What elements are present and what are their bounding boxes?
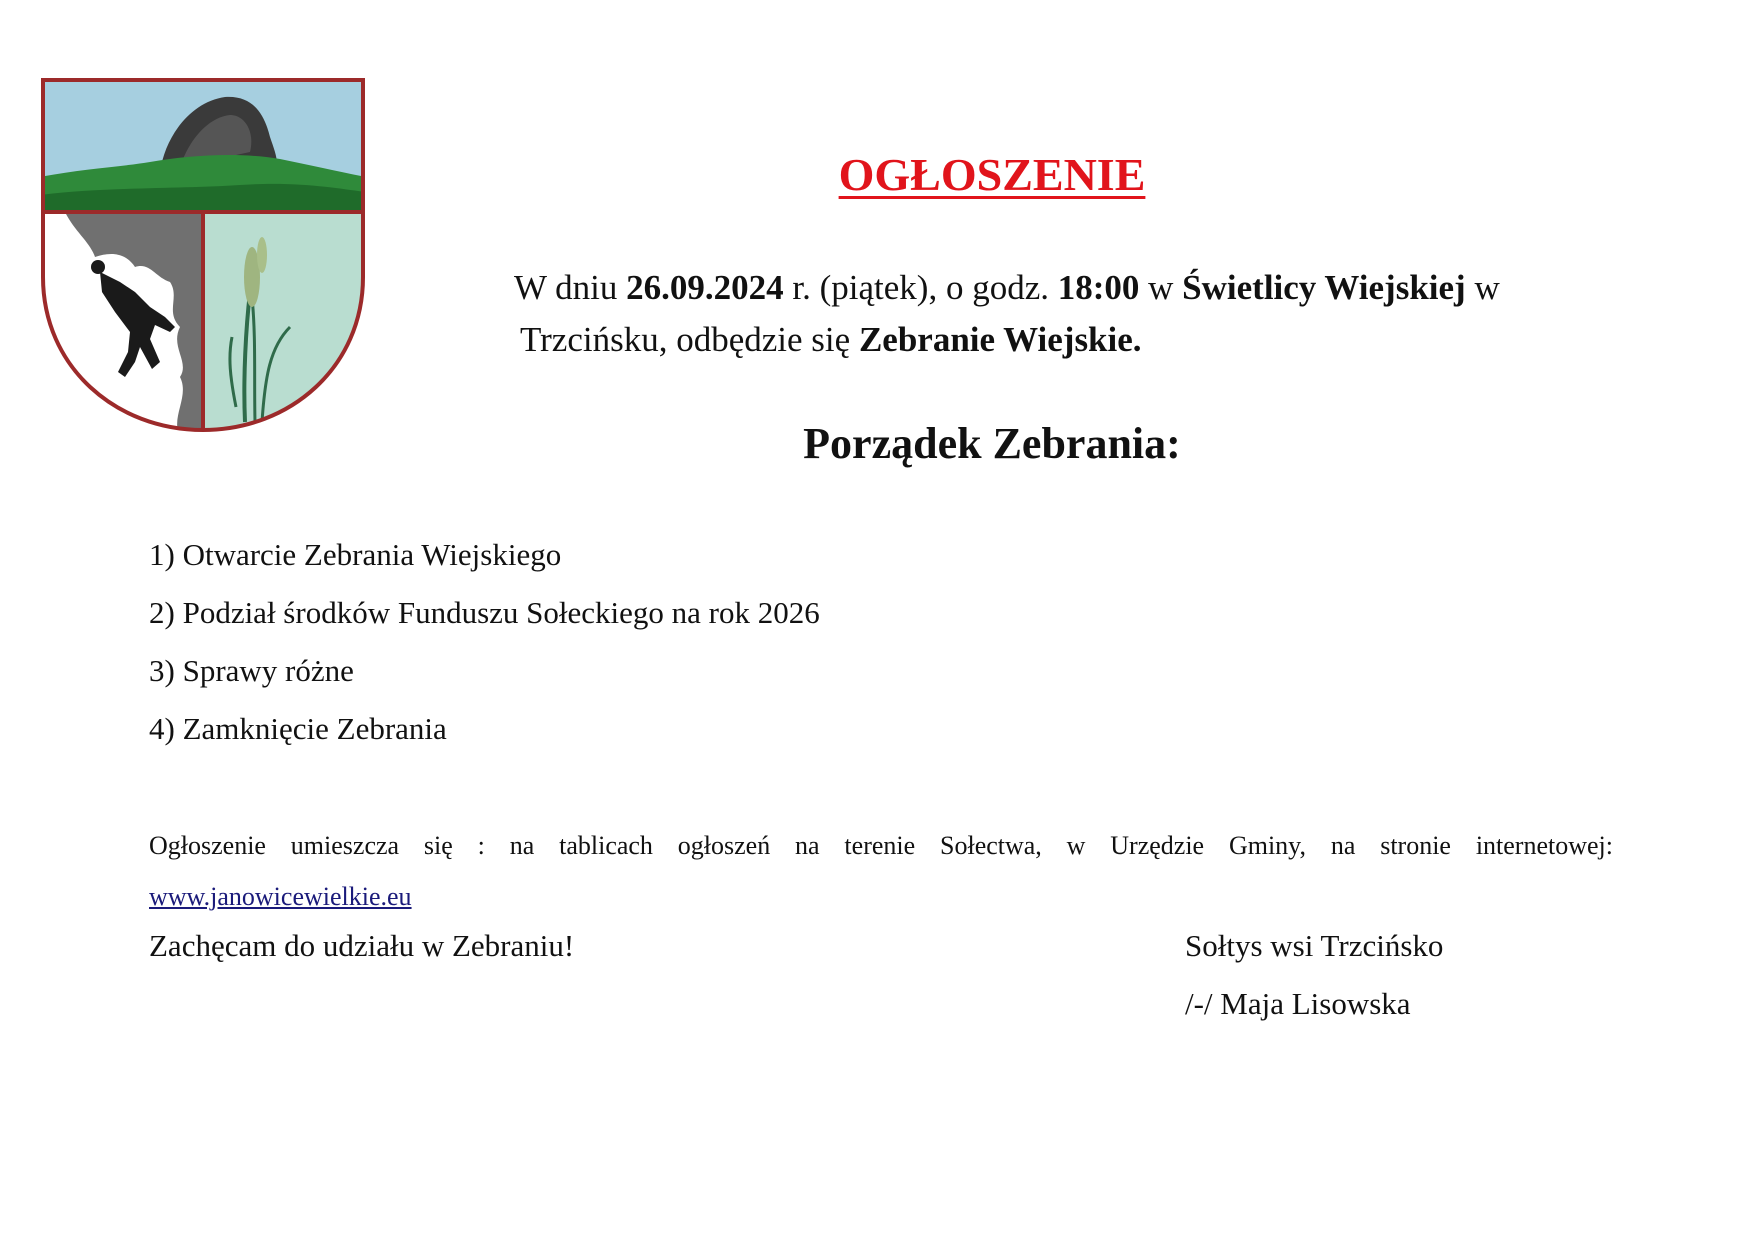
list-item: 3) Sprawy różne (149, 653, 354, 688)
list-item: 2) Podział środków Funduszu Sołeckiego na rok 2026 (149, 595, 820, 630)
list-item: 4) Zamknięcie Zebrania (149, 711, 447, 746)
notice-text: Ogłoszenie umieszcza się : na tablicach ogłoszeń na terenie Sołectwa, w Urzędzie Gminy, na stronie internetowej: (149, 831, 1613, 860)
signer-title: Sołtys wsi Trzcińsko (1185, 928, 1444, 963)
meeting-time: 18:00 (1057, 268, 1140, 307)
signer-name: /-/ Maja Lisowska (1185, 986, 1411, 1021)
intro-text: r. (piątek), o godz. (783, 268, 1058, 307)
intro-text: w (1465, 268, 1500, 307)
agenda-title: Porządek Zebrania: (803, 419, 1181, 468)
meeting-event: Zebranie Wiejskie. (858, 320, 1142, 359)
meeting-place: Świetlicy Wiejskiej (1182, 268, 1466, 307)
intro-text: w (1139, 268, 1183, 307)
intro-text: W dniu (514, 268, 627, 307)
website-link[interactable]: www.janowicewielkie.eu (149, 882, 412, 911)
announcement-text (514, 262, 1618, 366)
list-item: 1) Otwarcie Zebrania Wiejskiego (149, 537, 562, 572)
agenda-list (149, 530, 820, 762)
coat-of-arms-icon (40, 77, 366, 433)
meeting-date: 26.09.2024 (626, 268, 784, 307)
page-title: OGŁOSZENIE (838, 149, 1146, 200)
encourage-text: Zachęcam do udziału w Zebraniu! (149, 928, 575, 963)
intro-text: Trzcińsku, odbędzie się (520, 320, 859, 359)
